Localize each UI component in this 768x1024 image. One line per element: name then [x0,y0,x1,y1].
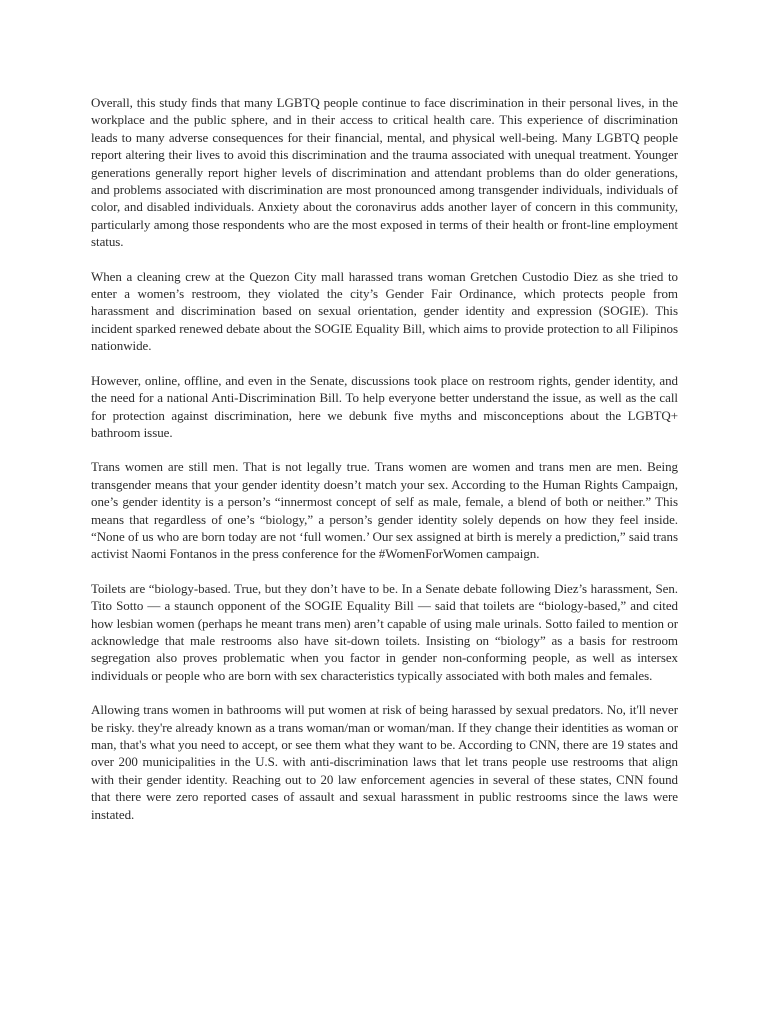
paragraph-quezon-city-incident: When a cleaning crew at the Quezon City mall harassed trans woman Gretchen Custodio Diez as she tried to enter a women’s restroom, they violated the city’s Gender Fair Ordinance, which protects people from harassment and discrimination based on sexual orientation, gender identity and expression (SOGIE). This incident sparked renewed debate about the SOGIE Equality Bill, which aims to provide protection to all Filipinos nationwide. [91,268,678,354]
paragraph-biology-based-toilets: Toilets are “biology-based. True, but they don’t have to be. In a Senate debate following Diez’s harassment, Sen. Tito Sotto — a staunch opponent of the SOGIE Equality Bill — said that toilets are “biology-based,” and cited how lesbian women (perhaps he meant trans men) aren’t capable of using male urinals. Sotto failed to mention or acknowledge that male restrooms also have sit-down toilets. Insisting on “biology” as a basis for restroom segregation also proves problematic when you factor in gender non-conforming people, as well as intersex individuals or people who are born with sex characteristics typically associated with both males and females. [91,580,678,683]
paragraph-study-findings: Overall, this study finds that many LGBTQ people continue to face discrimination in their personal lives, in the workplace and the public sphere, and in their access to critical health care. This experience of discrimination leads to many adverse consequences for their financial, mental, and physical well-being. Many LGBTQ people report altering their lives to avoid this discrimination and the trauma associated with unequal treatment. Younger generations generally report higher levels of discrimination and attendant problems than do older generations, and problems associated with discrimination are most pronounced among transgender individuals, individuals of color, and disabled individuals. Anxiety about the coronavirus adds another layer of concern in this community, particularly among those respondents who are the most exposed in terms of their health or front-line employment status. [91,95,678,250]
document-page [91,94,678,840]
paragraph-sexual-predators-myth: Allowing trans women in bathrooms will put women at risk of being harassed by sexual predators. No, it'll never be risky. they're already known as a trans woman/man or woman/man. If they change their identities as woman or man, that's what you need to accept, or see them what they want to be. According to CNN, there are 19 states and over 200 municipalities in the U.S. with anti-discrimination laws that let trans people use restrooms that align with their gender identity. Reaching out to 20 law enforcement agencies in several of these states, CNN found that there were zero reported cases of assault and sexual harassment in public restrooms since the laws were instated. [91,702,678,822]
paragraph-senate-discussions: However, online, offline, and even in the Senate, discussions took place on restroom rights, gender identity, and the need for a national Anti-Discrimination Bill. To help everyone better understand the issue, as well as the call for protection against discrimination, here we debunk five myths and misconceptions about the LGBTQ+ bathroom issue. [91,372,678,440]
paragraph-trans-women-myth: Trans women are still men. That is not legally true. Trans women are women and trans men are men. Being transgender means that your gender identity doesn’t match your sex. According to the Human Rights Campaign, one’s gender identity is a person’s “innermost concept of self as male, female, a blend of both or neither.” This means that regardless of one’s “biology,” a person’s gender identity solely depends on how they feel inside. “None of us who are born today are not ‘full women.’ Our sex assigned at birth is merely a prediction,” said trans activist Naomi Fontanos in the press conference for the #WomenForWomen campaign. [91,459,678,562]
